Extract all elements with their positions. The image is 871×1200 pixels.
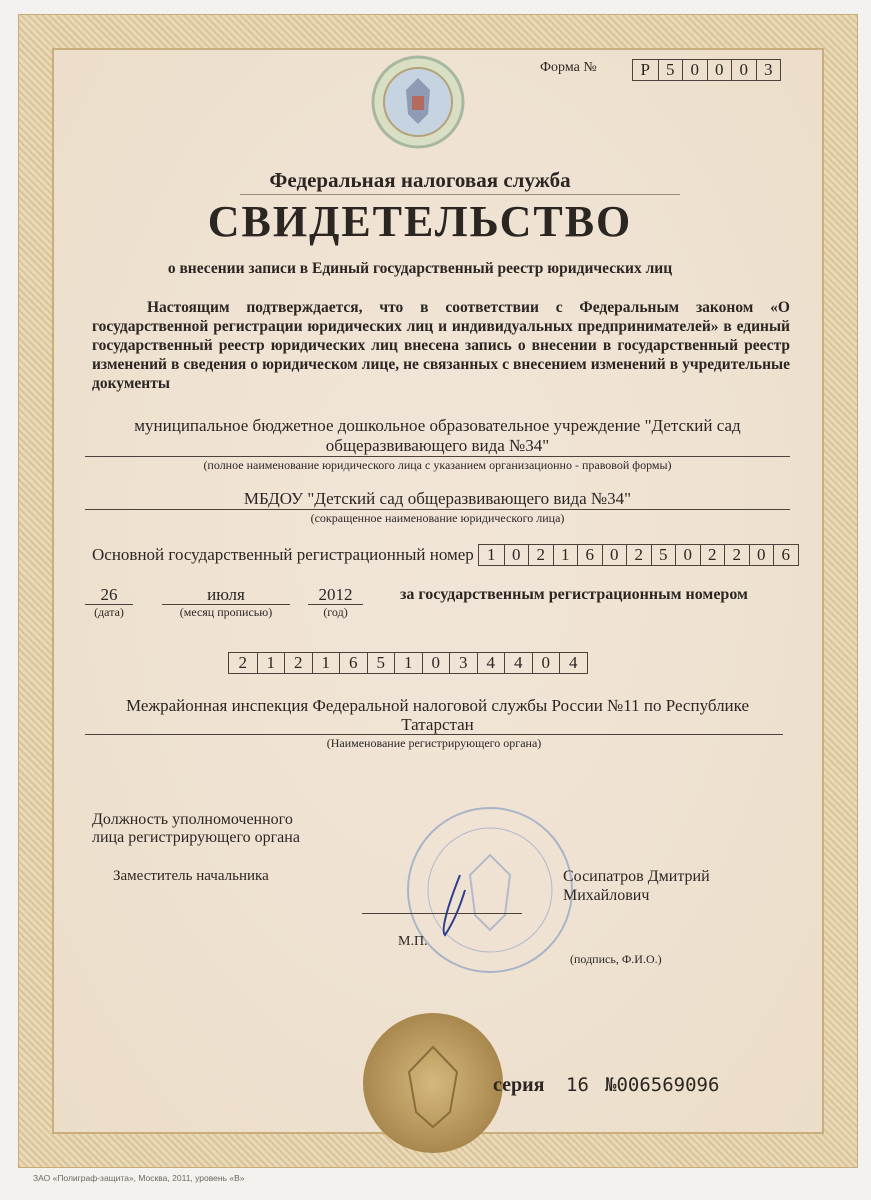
digit-box: 4	[559, 653, 587, 673]
date-year: 2012	[318, 585, 353, 604]
series-label: серия	[493, 1074, 545, 1096]
signatory-name-2: Михайлович	[563, 887, 650, 904]
date-day: 26	[100, 585, 118, 604]
official-stamp	[400, 800, 580, 980]
signatory-name-1: Сосипатров Дмитрий	[563, 868, 710, 885]
digit-box: 1	[394, 653, 422, 673]
digit-box: Р	[640, 60, 650, 79]
digit-box: 5	[367, 653, 395, 673]
series-number: №006569096	[605, 1074, 720, 1096]
digit-box: 0	[731, 60, 756, 80]
date-day-caption: (дата)	[94, 605, 124, 619]
digit-box: 4	[504, 653, 532, 673]
digit-box: 2	[528, 545, 553, 565]
ogrn-label: Основной государственный регистрационный номер	[92, 545, 474, 564]
digit-box: 3	[756, 60, 781, 80]
date-month: июля	[207, 585, 245, 604]
digit-box: 1	[553, 545, 578, 565]
digit-box: 0	[504, 545, 529, 565]
body-text: Настоящим подтверждается, что в соответствии с Федеральным законом «О государственной регистрации юридических лиц и индивидуальных предпринимателей» в единый государственный реестр юридических лиц внесена запись о внесении в государственный реестр изменений в сведения о юридическом лице, не связанных с внесением изменений в учредительные документы	[92, 299, 790, 392]
signature-caption: (подпись, Ф.И.О.)	[570, 952, 662, 966]
full-name-caption: (полное наименование юридического лица с указанием организационно - правовой формы)	[203, 458, 672, 472]
digit-box: 5	[658, 60, 683, 80]
ogrn-boxes	[478, 544, 799, 566]
position-label-2: лица регистрирующего органа	[92, 829, 300, 846]
document-subtitle: о внесении записи в Единый государственный реестр юридических лиц	[167, 260, 673, 277]
digit-box: 6	[773, 545, 798, 565]
full-name-line1: муниципальное бюджетное дошкольное образовательное учреждение "Детский сад	[134, 416, 741, 435]
agency-name: Федеральная налоговая служба	[269, 168, 571, 192]
digit-box: 5	[651, 545, 676, 565]
document-title: СВИДЕТЕЛЬСТВО	[207, 197, 633, 246]
position: Заместитель начальника	[113, 868, 269, 884]
seal-place-label: М.П.	[398, 934, 428, 949]
form-number-boxes	[632, 59, 781, 81]
authority-line1: Межрайонная инспекция Федеральной налоговой службы России №11 по Республике	[125, 696, 750, 715]
printer-footer: ЗАО «Полиграф-защита», Москва, 2011, уровень «В»	[33, 1173, 245, 1183]
digit-box: 1	[487, 545, 496, 564]
digit-box: 0	[422, 653, 450, 673]
digit-box: 0	[602, 545, 627, 565]
authority-line2: Татарстан	[401, 715, 474, 734]
hologram-seal	[362, 1012, 504, 1154]
digit-box: 2	[284, 653, 312, 673]
digit-box: 1	[257, 653, 285, 673]
date-month-caption: (месяц прописью)	[179, 605, 273, 619]
authority-caption: (Наименование регистрирующего органа)	[326, 736, 542, 750]
digit-box: 4	[477, 653, 505, 673]
digit-box: 0	[749, 545, 774, 565]
digit-box: 0	[707, 60, 732, 80]
grn-label: за государственным регистрационным номером	[400, 586, 748, 603]
emblem-icon	[370, 54, 466, 150]
digit-box: 0	[682, 60, 707, 80]
position-label-1: Должность уполномоченного	[92, 811, 293, 828]
short-name: МБДОУ "Детский сад общеразвивающего вида №34"	[243, 489, 632, 508]
digit-box: 2	[724, 545, 749, 565]
digit-box: 0	[532, 653, 560, 673]
digit-box: 2	[626, 545, 651, 565]
full-name-line2: общеразвивающего вида №34"	[325, 436, 550, 455]
digit-box: 0	[675, 545, 700, 565]
digit-box: 1	[312, 653, 340, 673]
date-year-caption: (год)	[323, 605, 348, 619]
digit-box: 3	[449, 653, 477, 673]
digit-box: 2	[700, 545, 725, 565]
series-value: 16	[566, 1074, 589, 1096]
digit-box: 6	[339, 653, 367, 673]
short-name-caption: (сокращенное наименование юридического лица)	[310, 511, 565, 525]
digit-box: 6	[577, 545, 602, 565]
grn-boxes	[228, 652, 588, 674]
form-label: Форма №	[540, 60, 597, 75]
digit-box: 2	[238, 653, 247, 672]
